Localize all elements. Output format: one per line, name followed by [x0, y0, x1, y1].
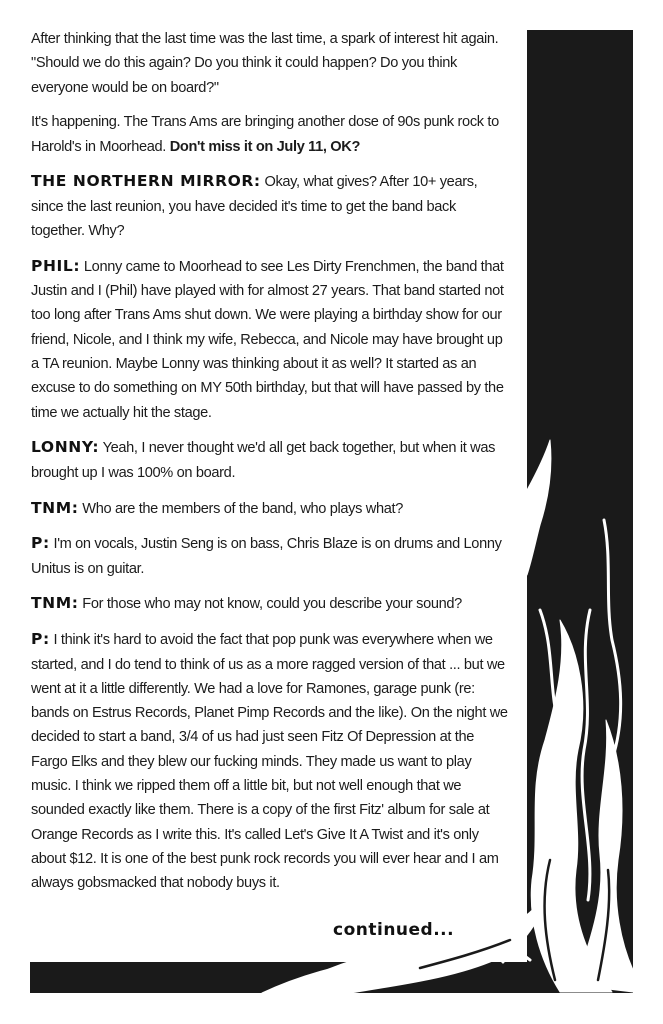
qa-text: Who are the members of the band, who plays what? [82, 500, 403, 517]
speaker-label: P: [31, 630, 50, 649]
speaker-label: LONNY: [31, 438, 100, 457]
qa-paragraph [31, 627, 511, 895]
intro-paragraph: After thinking that the last time was the last time, a spark of interest hit again. "Should we do this again? Do you think it could happen? Do you think everyone would be on board?" [31, 31, 499, 96]
qa-text: For those who may not know, could you describe your sound? [82, 596, 462, 613]
qa-paragraph [31, 254, 511, 425]
qa-text: I think it's hard to avoid the fact that pop punk was everywhere when we started, and I do tend to think of us as a more ragged version of that ... but we went at it a little differently. We had a love for Ramones, garage punk (re: bands on Estrus Records, Planet Pimp Records and the like). On the night we decided to start a band, 3/4 of us had just seen Fitz Of Depression at the Fargo Elks and they blew our fucking minds. They made us want to play music. I think we ripped them off a little bit, but not well enough that we sounded exactly like them. There is a copy of the first Fitz' album for sale at Orange Records as I write this. It's called Let's Give It A Twist and it's only about $12. It is one of the best punk rock records you will ever hear and I am always gobsmacked that nobody buys it. [31, 632, 508, 892]
speaker-label: THE NORTHERN MIRROR: [31, 172, 261, 191]
speaker-label: TNM: [31, 594, 79, 613]
qa-text: Okay, what gives? After 10+ years, since the last reunion, you have decided it's time to get the band back together. Why? [31, 174, 478, 240]
qa-paragraph [31, 169, 511, 243]
speaker-label: P: [31, 534, 50, 553]
lead-text: It's happening. The Trans Ams are bringing another dose of 90s punk rock to Harold's in Moorhead. [31, 114, 499, 155]
qa-paragraph [31, 496, 511, 521]
qa-text: Yeah, I never thought we'd all get back together, but when it was brought up I was 100% on board. [31, 440, 496, 481]
qa-paragraph [31, 531, 511, 581]
qa-text: I'm on vocals, Justin Seng is on bass, Chris Blaze is on drums and Lonny Unitus is on guitar. [31, 536, 502, 577]
lead-callout: Don't miss it on July 11, OK? [169, 138, 361, 155]
lead-paragraph [31, 110, 511, 159]
qa-paragraph [31, 591, 511, 616]
continued-marker: continued... [333, 920, 455, 940]
article-body [31, 27, 511, 906]
qa-text: Lonny came to Moorhead to see Les Dirty Frenchmen, the band that Justin and I (Phil) have played with for almost 27 years. That band started not too long after Trans Ams shut down. We were playing a birthday show for our friend, Nicole, and I think my wife, Rebecca, and Nicole may have brought up a TA reunion. Maybe Lonny was thinking about it as well? It started as an excuse to do something on MY 50th birthday, but that will have passed by the time we actually hit the stage. [31, 258, 504, 421]
speaker-label: TNM: [31, 498, 79, 517]
speaker-label: PHIL: [31, 256, 81, 275]
qa-paragraph [31, 435, 511, 485]
